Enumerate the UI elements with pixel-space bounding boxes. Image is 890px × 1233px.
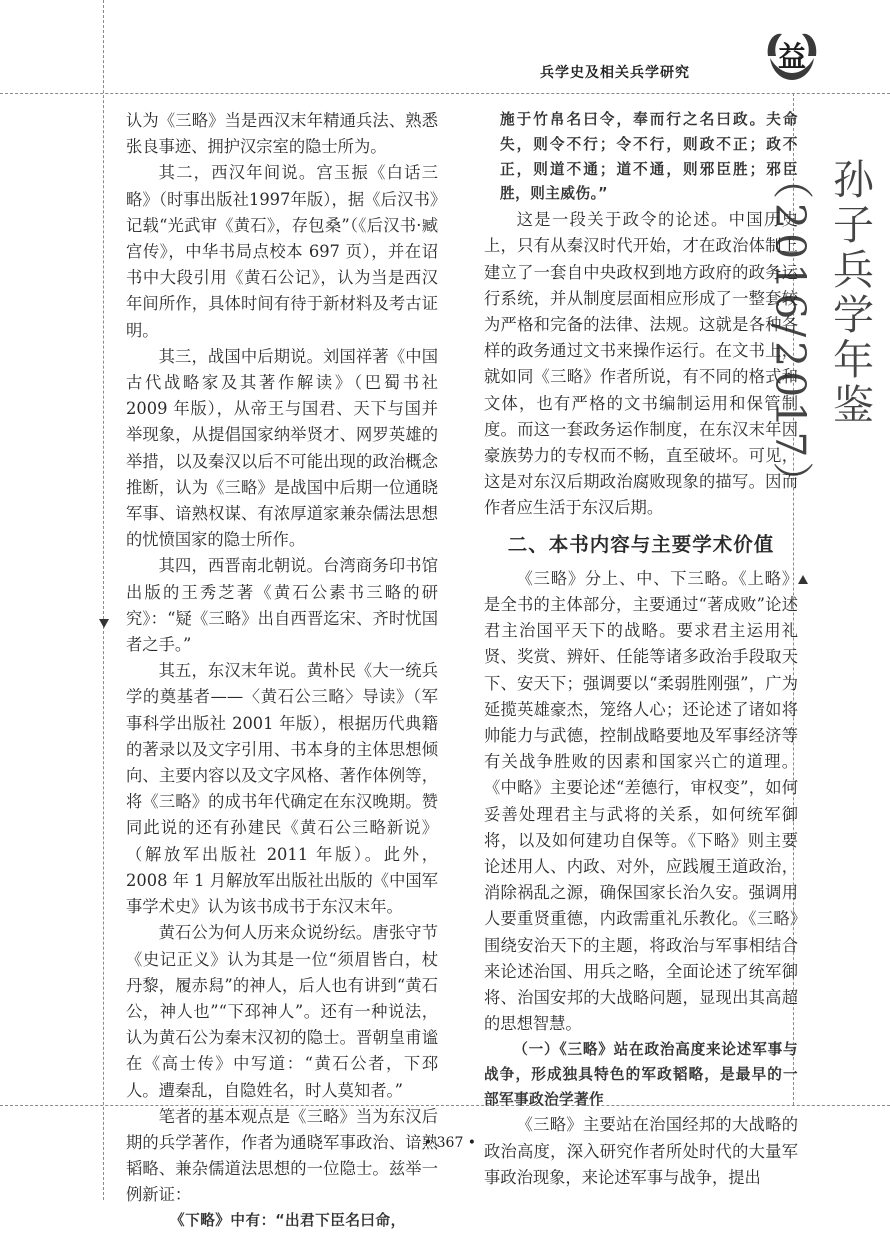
paragraph: 认为《三略》当是西汉末年精通兵法、熟悉张良事迹、拥护汉宗室的隐士所为。 bbox=[126, 111, 438, 157]
right-margin-marker bbox=[798, 575, 808, 584]
left-column bbox=[126, 108, 438, 1233]
paragraph: 《三略》分上、中、下三略。《上略》是全书的主体部分，主要通过“著成败”论述君主治国平天下的战略。要求君主运用礼贤、奖赏、辨奸、任能等诸多政治手段取天下、安天下；强调要以“柔弱胜刚强”，广为延揽英雄豪杰，笼络人心；还论述了诸如将帅能力与武德，控制战略要地及军事经济等有关战争胜败的因素和国家兴亡的道理。《中略》主要论述“差德行，审权变”，如何妥善处理君主与武将的关系，如何统军御将，以及如何建功自保等。《下略》则主要论述用人、内政、对外，应践履王道政治，消除祸乱之源，确保国家长治久安。强调用人要重贤重德，内政需重礼乐教化。《三略》围绕安治天下的主题，将政治与军事相结合来论述治国、用兵之略，全面论述了统军御将、治国安邦的大战略问题，显现出其高超的思想智慧。 bbox=[484, 568, 798, 1034]
paragraph: 《三略》主要站在治国经邦的大战略的政治高度，深入研究作者所处时代的大量军事政治现象，来论述军事与战争，提出 bbox=[484, 1115, 798, 1187]
left-guide-line bbox=[103, 0, 104, 1200]
sub-heading: （一）《三略》站在政治高度来论述军事与战争，形成独具特色的军政韬略，是最早的一部军事政治学著作 bbox=[484, 1041, 798, 1109]
logo-character: 益 bbox=[777, 40, 807, 73]
paragraph: 其三，战国中后期说。刘国祥著《中国古代战略家及其著作解读》（巴蜀书社 2009 年版），从帝王与国君、天下与国并举现象，从提倡国家纳举贤才、网罗英雄的举措，以及秦汉以后不可能出现的政治概念推断，认为《三略》是战国中后期一位通晓军事、谙熟权谋、有浓厚道家兼杂儒法思想的忧愤国家的隐士所作。 bbox=[126, 346, 438, 550]
yearbook-logo bbox=[762, 28, 822, 84]
paragraph: 其二，西汉年间说。宫玉振《白话三略》（时事出版社1997年版），据《后汉书》记载“光武审《黄石》，存包桑”（《后汉书·臧宫传》，中华书局点校本 697 页），并在诏书中大段引用《黄石公记》，认为当是西汉年间所作，具体时间有待于新材料及考古证明。 bbox=[126, 163, 438, 340]
running-head: 兵学史及相关兵学研究 bbox=[540, 65, 690, 81]
top-guide-line bbox=[0, 93, 890, 94]
quote-start: 《下略》中有：“出君下臣名曰命， bbox=[170, 1211, 406, 1229]
left-margin-marker bbox=[99, 619, 109, 628]
page-number: • 367 • bbox=[423, 1135, 477, 1151]
paragraph: 黄石公为何人历来众说纷纭。唐张守节《史记正义》认为其是一位“须眉皆白，杖丹黎，履赤舄”的神人，后人也有讲到“黄石公，神人也”“下邳神人”。还有一种说法，认为黄石公为秦末汉初的隐士。晋朝皇甫谧在《高士传》中写道：“黄石公者，下邳人。遭秦乱，自隐姓名，时人莫知者。” bbox=[126, 923, 438, 1100]
paragraph: 其五，东汉末年说。黄朴民《大一统兵学的奠基者——〈黄石公三略〉导读》（军事科学出版社 2001 年版），根据历代典籍的著录以及文字引用、书本身的主体思想倾向、主要内容以及文字风格、著作体例等，将《三略》的成书年代确定在东汉晚期。赞同此说的还有孙建民《黄石公三略新说》（解放军出版社 2011 年版）。此外，2008 年 1 月解放军出版社出版的《中国军事学术史》认为该书成书于东汉末年。 bbox=[126, 661, 438, 917]
right-column bbox=[484, 108, 798, 1191]
paragraph: 笔者的基本观点是《三略》当为东汉后期的兵学著作，作者为通晓军事政治、谙熟韬略、兼杂儒道法思想的一位隐士。兹举一例新证： bbox=[126, 1106, 438, 1205]
quote-continuation: 施于竹帛名曰令，奉而行之名曰政。夫命失，则令不行；令不行，则政不正；政不正，则道不通；道不通，则邪臣胜；邪臣胜，则主威伤。” bbox=[500, 111, 798, 203]
book-title-vertical: 孙子兵学年鉴（2016/2017） bbox=[766, 158, 874, 507]
section-heading: 二、本书内容与主要学术价值 bbox=[507, 532, 775, 556]
paragraph: 其四，西晋南北朝说。台湾商务印书馆出版的王秀芝著《黄石公素书三略的研究》：“疑《三略》出自西晋迄宋、齐时忧国者之手。” bbox=[126, 556, 438, 655]
paragraph: 这是一段关于政令的论述。中国历史上，只有从秦汉时代开始，才在政治体制上建立了一套自中央政权到地方政府的政务运行系统，并从制度层面相应形成了一整套较为严格和完备的法律、法规。这就是各种各样的政务通过文书来操作运行。在文书上，就如同《三略》作者所说，有不同的格式和文体，也有严格的文书编制运用和保管制度。而这一套政务运作制度，在东汉末年因豪族势力的专权而不畅，直至破坏。可见，这是对东汉后期政治腐败现象的描写。因而作者应生活于东汉后期。 bbox=[484, 210, 798, 518]
